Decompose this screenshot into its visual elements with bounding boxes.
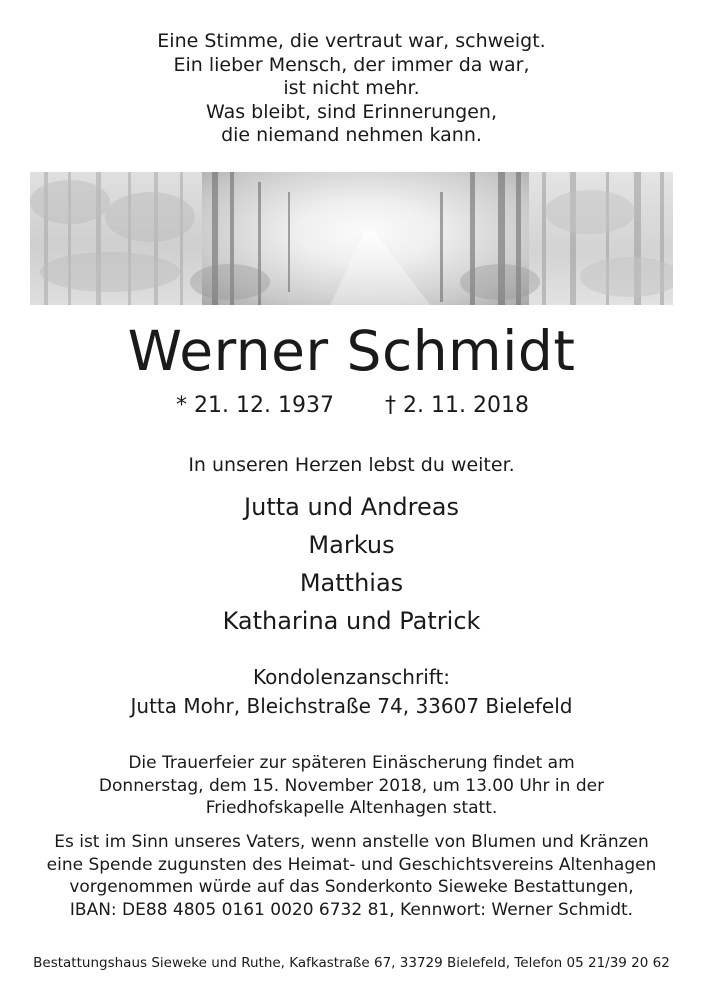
donation-line: vorgenommen würde auf das Sonderkonto Sieweke Bestattungen, — [69, 877, 634, 897]
donation-line: Es ist im Sinn unseres Vaters, wenn anstelle von Blumen und Kränzen — [54, 832, 649, 852]
tree-trunks-illustration — [30, 172, 673, 305]
deceased-name: Werner Schmidt — [127, 319, 576, 383]
donation-line: eine Spende zugunsten des Heimat- und Geschichtsvereins Altenhagen — [46, 854, 657, 875]
mourner-name: Matthias — [299, 569, 404, 597]
service-line: Friedhofskapelle Altenhagen statt. — [205, 798, 498, 818]
condolence-label: Kondolenzanschrift: — [252, 665, 451, 689]
mourner-name: Jutta und Andreas — [244, 493, 459, 521]
poem-line: Was bleibt, sind Erinnerungen, — [206, 100, 497, 123]
death-date: † 2. 11. 2018 — [385, 393, 529, 418]
service-line: Die Trauerfeier zur späteren Einäscherung findet am — [128, 753, 575, 773]
foggy-forest-photo — [30, 172, 673, 305]
poem-line: Ein lieber Mensch, der immer da war, — [173, 53, 530, 76]
mourner-name: Markus — [308, 531, 395, 559]
poem-line: Eine Stimme, die vertraut war, schweigt. — [157, 30, 546, 52]
birth-date: * 21. 12. 1937 — [176, 393, 334, 418]
motto: In unseren Herzen lebst du weiter. — [188, 454, 515, 476]
poem-line: die niemand nehmen kann. — [221, 124, 482, 146]
condolence-address-block — [0, 663, 703, 721]
mourners-list — [0, 488, 703, 640]
poem — [0, 30, 703, 148]
donation-line: IBAN: DE88 4805 0161 0020 6732 81, Kennwort: Werner Schmidt. — [69, 899, 634, 920]
funeral-service-info — [0, 752, 703, 820]
poem-line: ist nicht mehr. — [283, 77, 420, 99]
condolence-address: Jutta Mohr, Bleichstraße 74, 33607 Bielefeld — [130, 694, 573, 718]
service-line: Donnerstag, dem 15. November 2018, um 13.00 Uhr in der — [98, 775, 605, 796]
mourner-name: Katharina und Patrick — [222, 607, 481, 635]
funeral-home-footer: Bestattungshaus Sieweke und Ruthe, Kafkastraße 67, 33729 Bielefeld, Telefon 05 21/39 20 62 — [33, 955, 670, 971]
donation-info — [0, 831, 703, 921]
